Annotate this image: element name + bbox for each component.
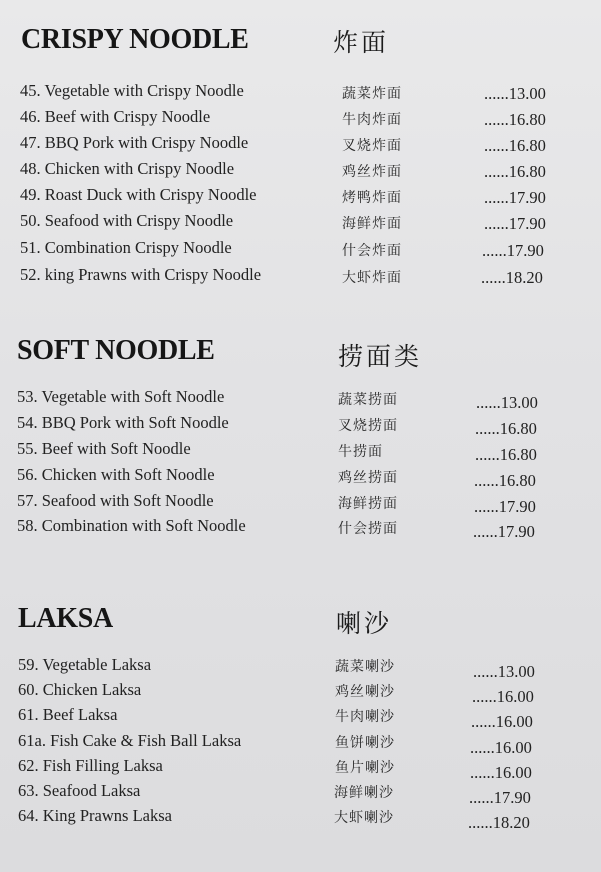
item-name-chinese: 海鲜炸面 <box>342 216 402 232</box>
item-price: ......17.90 <box>484 188 546 207</box>
item-price: ......16.80 <box>474 471 536 490</box>
section-title-chinese: 捞面类 <box>338 342 423 371</box>
item-price: ......16.00 <box>470 763 532 782</box>
item-name: 57. Seafood with Soft Noodle <box>17 491 214 510</box>
menu-item <box>0 133 601 157</box>
menu-item <box>0 185 601 209</box>
item-name-chinese: 什会捞面 <box>338 521 398 537</box>
item-price: ......16.80 <box>475 445 537 464</box>
menu-item <box>0 781 601 805</box>
item-name-chinese: 蔬菜捞面 <box>338 392 398 408</box>
menu-item <box>0 238 601 262</box>
menu-item <box>0 265 601 289</box>
item-name: 47. BBQ Pork with Crispy Noodle <box>20 133 249 152</box>
menu-item <box>0 465 601 489</box>
item-name-chinese: 海鲜喇沙 <box>334 785 394 801</box>
item-name: 61a. Fish Cake & Fish Ball Laksa <box>18 731 242 750</box>
item-name: 58. Combination with Soft Noodle <box>17 516 246 535</box>
item-name: 53. Vegetable with Soft Noodle <box>17 387 225 406</box>
menu-item <box>0 516 601 540</box>
item-price: ......13.00 <box>476 393 538 412</box>
menu-item <box>0 655 601 679</box>
item-name: 45. Vegetable with Crispy Noodle <box>20 81 244 100</box>
item-name-chinese: 大虾喇沙 <box>334 810 394 826</box>
item-name-chinese: 鸡丝炸面 <box>342 164 402 180</box>
item-name: 48. Chicken with Crispy Noodle <box>20 159 235 178</box>
menu-item <box>0 439 601 463</box>
item-name-chinese: 牛肉炸面 <box>342 112 402 128</box>
menu-item <box>0 211 601 235</box>
item-name: 61. Beef Laksa <box>18 705 118 724</box>
item-price: ......16.00 <box>472 687 534 706</box>
item-price: ......18.20 <box>481 268 543 287</box>
item-name-chinese: 鱼饼喇沙 <box>335 735 395 751</box>
item-price: ......16.00 <box>470 738 532 757</box>
item-name-chinese: 蔬菜炸面 <box>342 86 402 102</box>
item-name-chinese: 海鲜捞面 <box>338 496 398 512</box>
item-name-chinese: 大虾炸面 <box>342 270 402 286</box>
item-price: ......17.90 <box>482 241 544 260</box>
item-name: 55. Beef with Soft Noodle <box>17 439 191 458</box>
menu-item <box>0 413 601 437</box>
item-name-chinese: 叉烧捞面 <box>338 418 398 434</box>
item-name: 51. Combination Crispy Noodle <box>20 238 232 257</box>
section-title-chinese: 炸面 <box>333 28 390 57</box>
item-price: ......18.20 <box>468 813 530 832</box>
section-title: SOFT NOODLE <box>17 335 215 366</box>
menu-item <box>0 731 601 755</box>
menu-item <box>0 491 601 515</box>
section-title: CRISPY NOODLE <box>21 24 249 55</box>
item-name: 63. Seafood Laksa <box>18 781 141 800</box>
item-price: ......16.80 <box>484 136 546 155</box>
item-name: 52. king Prawns with Crispy Noodle <box>20 265 262 284</box>
item-name-chinese: 牛捞面 <box>338 444 383 460</box>
item-price: ......13.00 <box>484 84 546 103</box>
item-price: ......17.90 <box>473 522 535 541</box>
item-price: ......13.00 <box>473 662 535 681</box>
item-price: ......16.80 <box>475 419 537 438</box>
item-name: 64. King Prawns Laksa <box>18 806 172 825</box>
menu-item <box>0 107 601 131</box>
menu-item <box>0 756 601 780</box>
item-name-chinese: 鱼片喇沙 <box>335 760 395 776</box>
item-price: ......17.90 <box>484 214 546 233</box>
item-name-chinese: 鸡丝捞面 <box>338 470 398 486</box>
item-name-chinese: 牛肉喇沙 <box>335 709 395 725</box>
item-name: 49. Roast Duck with Crispy Noodle <box>20 185 257 204</box>
section-title: LAKSA <box>18 603 113 634</box>
item-price: ......16.80 <box>484 110 546 129</box>
menu-item <box>0 705 601 729</box>
item-name: 56. Chicken with Soft Noodle <box>17 465 215 484</box>
item-name: 60. Chicken Laksa <box>18 680 142 699</box>
menu-item <box>0 81 601 105</box>
item-name: 50. Seafood with Crispy Noodle <box>20 211 234 230</box>
item-name-chinese: 烤鸭炸面 <box>342 190 402 206</box>
menu-item <box>0 680 601 704</box>
item-name: 59. Vegetable Laksa <box>18 655 152 674</box>
item-name: 46. Beef with Crispy Noodle <box>20 107 211 126</box>
item-price: ......16.00 <box>471 712 533 731</box>
item-price: ......17.90 <box>469 788 531 807</box>
item-price: ......17.90 <box>474 497 536 516</box>
item-name: 62. Fish Filling Laksa <box>18 756 163 775</box>
menu-item <box>0 806 601 830</box>
menu-item <box>0 387 601 411</box>
item-name-chinese: 鸡丝喇沙 <box>335 684 395 700</box>
item-price: ......16.80 <box>484 162 546 181</box>
item-name-chinese: 蔬菜喇沙 <box>335 659 395 675</box>
section-title-chinese: 喇沙 <box>336 609 393 638</box>
item-name-chinese: 叉烧炸面 <box>342 138 402 154</box>
item-name: 54. BBQ Pork with Soft Noodle <box>17 413 229 432</box>
item-name-chinese: 什会炸面 <box>342 243 402 259</box>
menu-item <box>0 159 601 183</box>
